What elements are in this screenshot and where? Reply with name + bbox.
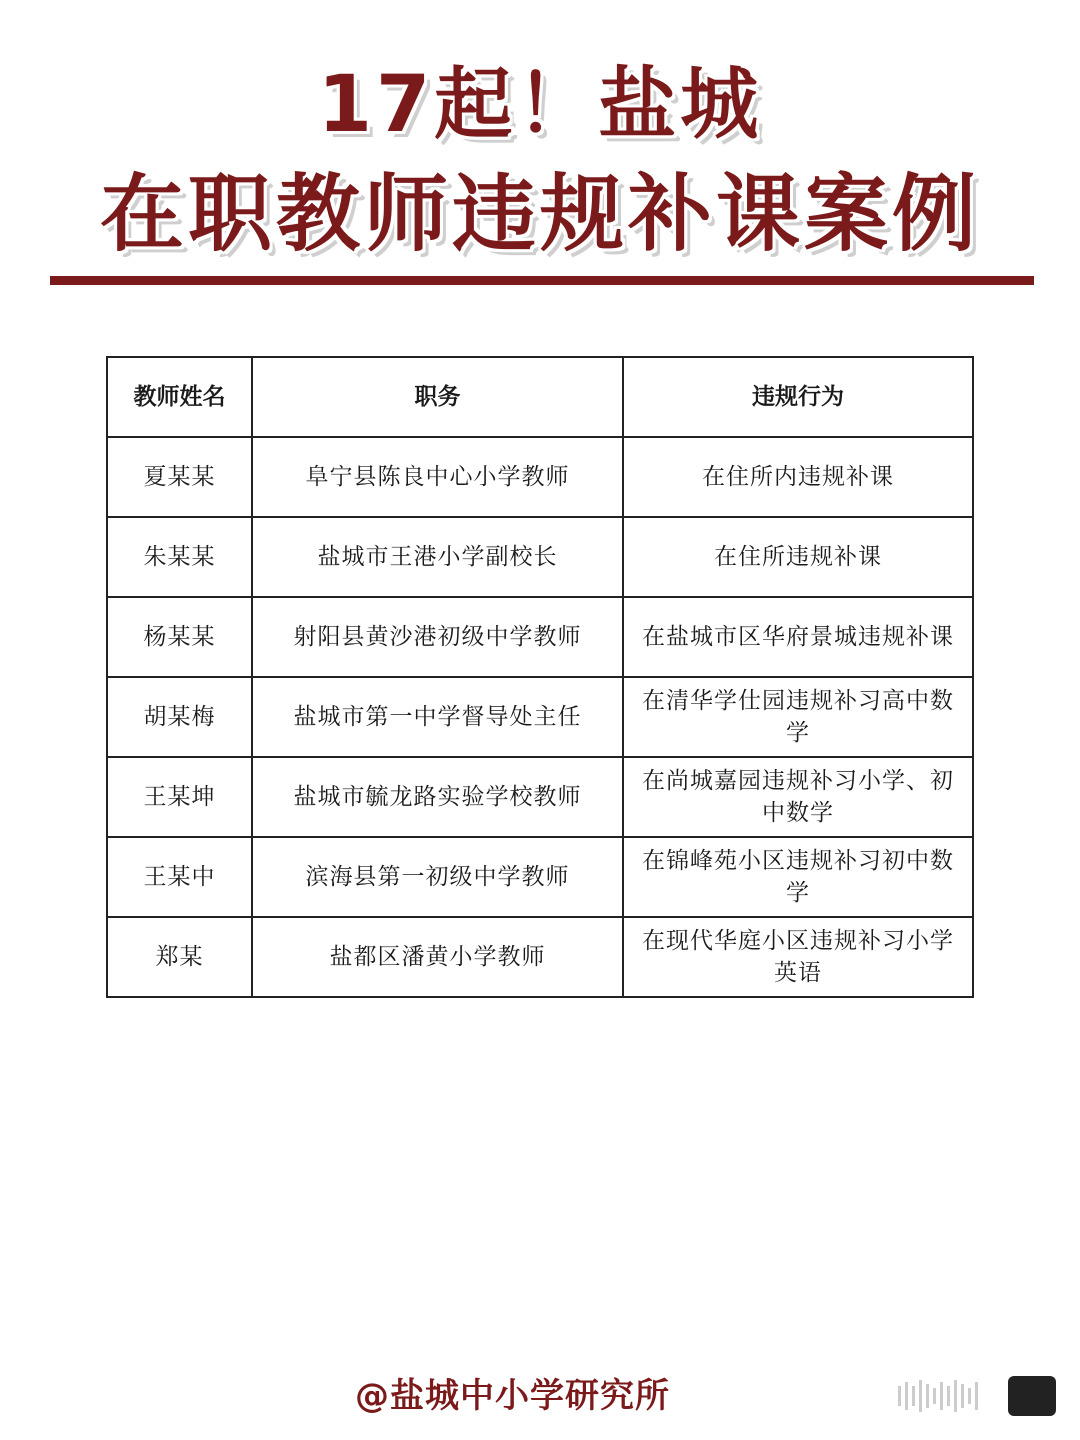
cell-teacher-name: 王某中 bbox=[107, 837, 252, 917]
table-row bbox=[107, 597, 973, 677]
cell-violation: 在盐城市区华府景城违规补课 bbox=[623, 597, 973, 677]
cell-violation: 在尚城嘉园违规补习小学、初中数学 bbox=[623, 757, 973, 837]
cell-position: 盐城市毓龙路实验学校教师 bbox=[252, 757, 623, 837]
cell-position: 射阳县黄沙港初级中学教师 bbox=[252, 597, 623, 677]
header-violation: 违规行为 bbox=[623, 357, 973, 437]
cell-violation: 在住所内违规补课 bbox=[623, 437, 973, 517]
barcode-badge-icon bbox=[898, 1374, 1058, 1418]
table-header-row bbox=[107, 357, 973, 437]
table-row bbox=[107, 917, 973, 997]
cell-teacher-name: 朱某某 bbox=[107, 517, 252, 597]
table-row bbox=[107, 757, 973, 837]
table-row bbox=[107, 517, 973, 597]
footer-handle: @盐城中小学研究所 bbox=[355, 1376, 670, 1416]
title-divider bbox=[50, 276, 1034, 285]
cell-teacher-name: 杨某某 bbox=[107, 597, 252, 677]
cell-teacher-name: 郑某 bbox=[107, 917, 252, 997]
cell-position: 盐城市第一中学督导处主任 bbox=[252, 677, 623, 757]
cell-teacher-name: 胡某梅 bbox=[107, 677, 252, 757]
page-title-line-1: 17起！盐城 bbox=[317, 60, 763, 150]
cell-teacher-name: 王某坤 bbox=[107, 757, 252, 837]
cell-violation: 在清华学仕园违规补习高中数学 bbox=[623, 677, 973, 757]
cell-violation: 在住所违规补课 bbox=[623, 517, 973, 597]
header-position: 职务 bbox=[252, 357, 623, 437]
page-title-line-2: 在职教师违规补课案例 bbox=[99, 165, 980, 263]
cell-teacher-name: 夏某某 bbox=[107, 437, 252, 517]
table-row bbox=[107, 837, 973, 917]
table-row bbox=[107, 437, 973, 517]
cell-position: 滨海县第一初级中学教师 bbox=[252, 837, 623, 917]
cell-position: 阜宁县陈良中心小学教师 bbox=[252, 437, 623, 517]
cases-table bbox=[106, 356, 974, 998]
cell-violation: 在锦峰苑小区违规补习初中数学 bbox=[623, 837, 973, 917]
header-teacher-name: 教师姓名 bbox=[107, 357, 252, 437]
cell-position: 盐都区潘黄小学教师 bbox=[252, 917, 623, 997]
cell-violation: 在现代华庭小区违规补习小学英语 bbox=[623, 917, 973, 997]
table-row bbox=[107, 677, 973, 757]
cell-position: 盐城市王港小学副校长 bbox=[252, 517, 623, 597]
